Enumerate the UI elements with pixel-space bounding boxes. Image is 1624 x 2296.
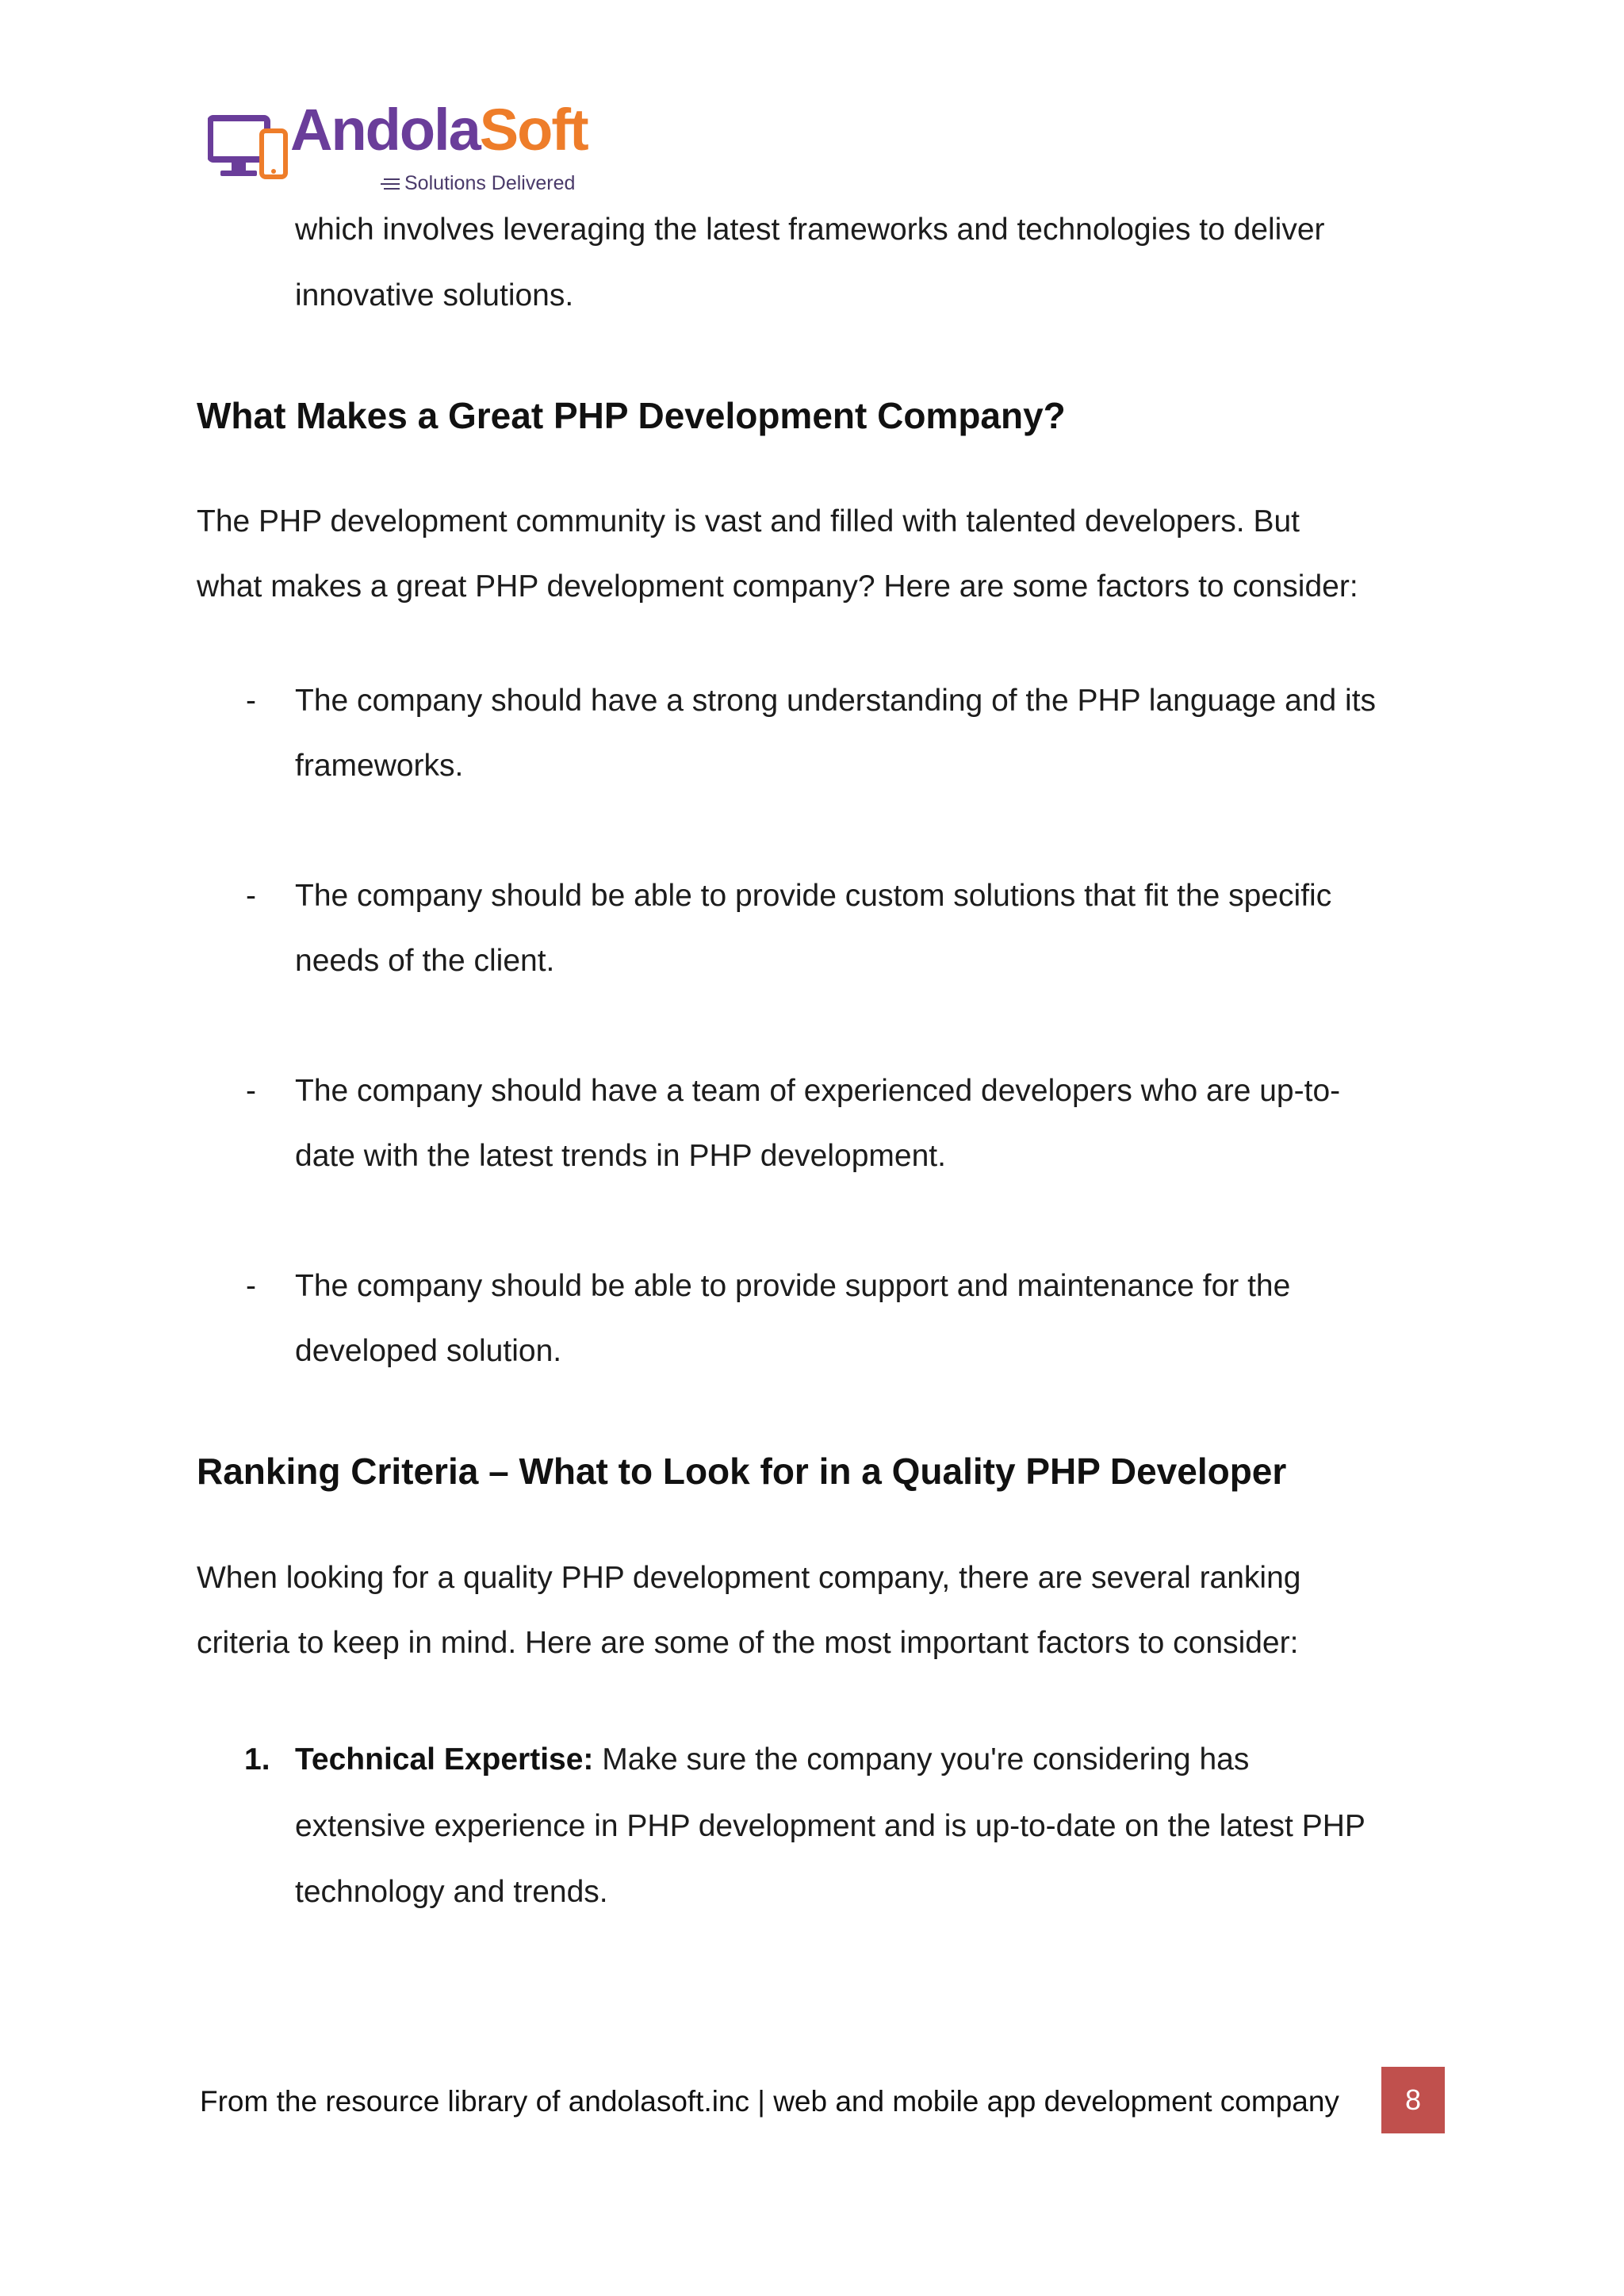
list-item-line-1 xyxy=(295,1727,1249,1792)
list-item-line-1: The company should be able to provide custom solutions that fit the specific xyxy=(295,879,1332,913)
brand-name-part2: Soft xyxy=(479,97,588,163)
page-number-badge: 8 xyxy=(1381,2067,1445,2133)
intro-line-2: innovative solutions. xyxy=(295,278,574,312)
section2-paragraph-line-1: When looking for a quality PHP development company, there are several ranking xyxy=(197,1561,1301,1595)
section1-heading: What Makes a Great PHP Development Company? xyxy=(197,395,1066,436)
bullet-marker: - xyxy=(246,879,256,913)
list-item-title: Technical Expertise: xyxy=(295,1742,594,1777)
list-item-line-1: The company should have a team of experienced developers who are up-to- xyxy=(295,1074,1341,1108)
tagline-text: Solutions Delivered xyxy=(404,172,576,194)
list-item-line-2: date with the latest trends in PHP development. xyxy=(295,1139,946,1173)
list-item-number: 1. xyxy=(244,1742,270,1777)
section1-paragraph-line-2: what makes a great PHP development company? Here are some factors to consider: xyxy=(197,569,1358,604)
list-item-line-1-text: Make sure the company you're considering has xyxy=(593,1742,1250,1777)
list-item-line-3: technology and trends. xyxy=(295,1875,608,1909)
list-item-line-2: developed solution. xyxy=(295,1334,562,1368)
bullet-marker: - xyxy=(246,1074,256,1108)
section2-heading: Ranking Criteria – What to Look for in a Quality PHP Developer xyxy=(197,1451,1287,1492)
bullet-marker: - xyxy=(246,684,256,718)
footer-text: From the resource library of andolasoft.inc | web and mobile app development company xyxy=(200,2085,1339,2118)
tagline-lines-icon xyxy=(381,177,401,191)
brand-logo xyxy=(208,97,588,198)
list-item-line-1: The company should have a strong understanding of the PHP language and its xyxy=(295,684,1377,718)
brand-wordmark xyxy=(290,97,588,163)
list-item-line-2: needs of the client. xyxy=(295,944,555,978)
brand-tagline xyxy=(381,172,575,195)
list-item-line-2: frameworks. xyxy=(295,749,464,783)
list-item-line-1: The company should be able to provide support and maintenance for the xyxy=(295,1269,1291,1303)
brand-name-part1: Andola xyxy=(290,97,480,163)
bullet-marker: - xyxy=(246,1269,256,1303)
monitor-phone-logo-icon xyxy=(208,112,295,191)
intro-line-1: which involves leveraging the latest frameworks and technologies to deliver xyxy=(295,213,1325,247)
section2-paragraph-line-2: criteria to keep in mind. Here are some of the most important factors to consider: xyxy=(197,1626,1299,1660)
list-item-line-2: extensive experience in PHP development and is up-to-date on the latest PHP xyxy=(295,1809,1365,1843)
section1-paragraph-line-1: The PHP development community is vast and filled with talented developers. But xyxy=(197,504,1300,539)
